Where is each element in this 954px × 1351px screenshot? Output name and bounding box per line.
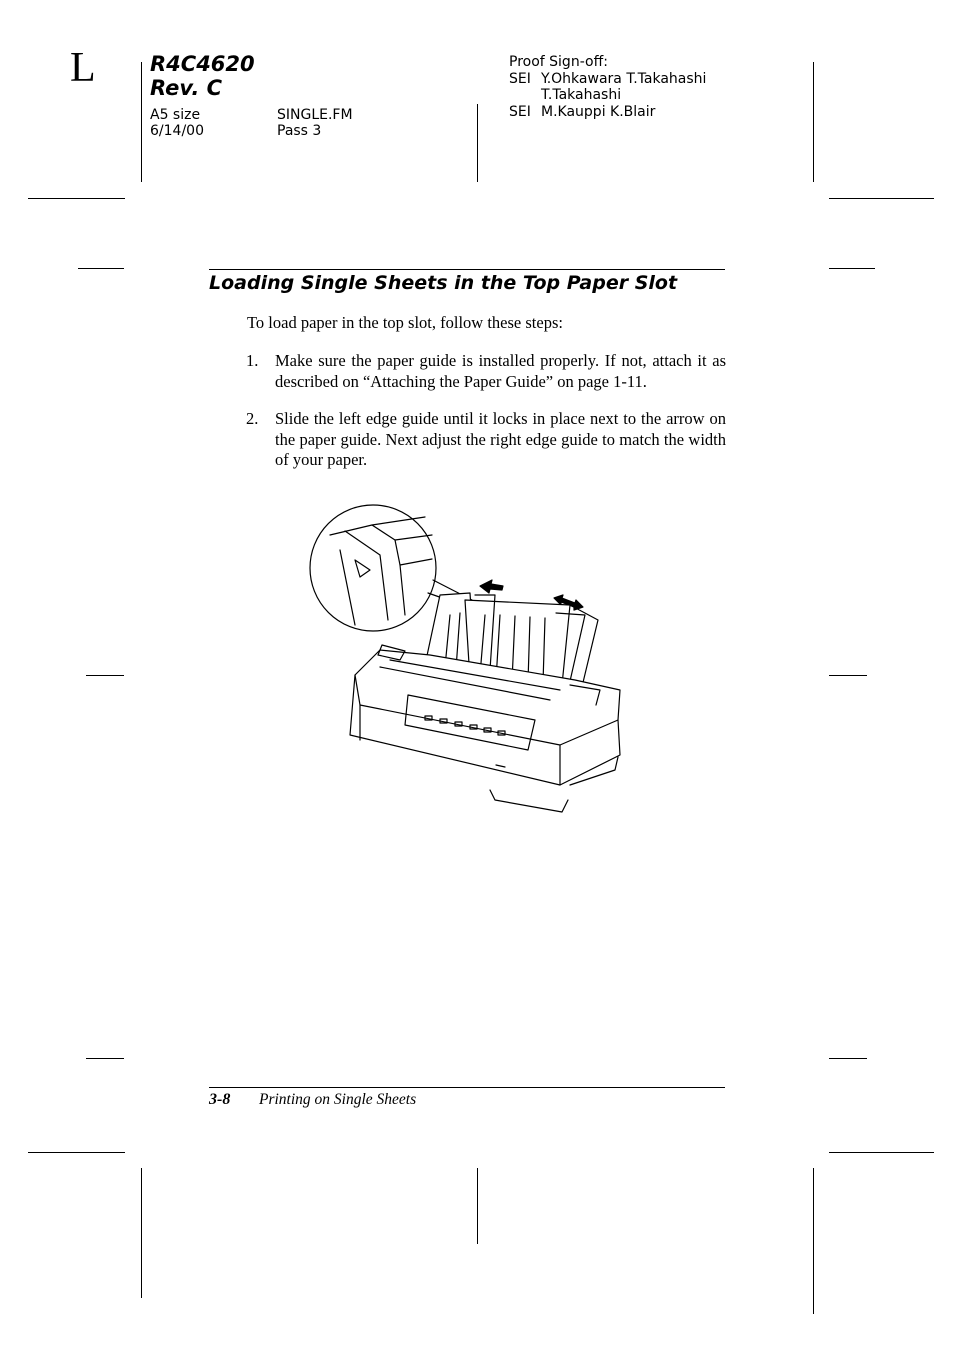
step-text: Slide the left edge guide until it locks in place next to the arrow on the paper guide. Next adjust the right edge guide to match the width of your paper. bbox=[275, 409, 726, 469]
crop-mark-top-right-horizontal bbox=[829, 198, 934, 199]
crop-mark-lower-right bbox=[829, 1058, 867, 1059]
crop-mark-top-center-vertical bbox=[477, 104, 478, 182]
crop-mark-bottom-left-horizontal bbox=[28, 1152, 125, 1153]
running-footer-title: Printing on Single Sheets bbox=[259, 1091, 417, 1108]
document-date: 6/14/00 bbox=[150, 123, 204, 139]
signoff-org: SEI bbox=[509, 71, 531, 87]
step-text: Make sure the paper guide is installed properly. If not, attach it as described on “Attaching the Paper Guide” on page 1-11. bbox=[275, 351, 726, 391]
page-number: 3-8 bbox=[209, 1091, 231, 1108]
section-title: Loading Single Sheets in the Top Paper Slot bbox=[209, 272, 678, 294]
revision-title bbox=[150, 52, 255, 100]
crop-mark-bottom-right-horizontal bbox=[829, 1152, 934, 1153]
step-number: 2. bbox=[246, 409, 259, 428]
revision-code: Rev. C bbox=[150, 76, 223, 100]
source-file: SINGLE.FM bbox=[277, 107, 353, 123]
step-number: 1. bbox=[246, 351, 259, 370]
intro-paragraph: To load paper in the top slot, follow these steps: bbox=[247, 313, 563, 332]
crop-mark-inner-top-left bbox=[78, 268, 124, 269]
signoff-names: Y.Ohkawara T.Takahashi bbox=[541, 71, 707, 87]
paper-size: A5 size bbox=[150, 107, 201, 123]
signoff-names: T.Takahashi bbox=[541, 87, 622, 103]
crop-mark-inner-top-right bbox=[829, 268, 875, 269]
crop-mark-bottom-right-vertical bbox=[813, 1168, 814, 1314]
crop-mark-top-left-horizontal bbox=[28, 198, 125, 199]
signoff-names: M.Kauppi K.Blair bbox=[541, 104, 656, 120]
printer-body bbox=[350, 645, 620, 812]
crop-mark-bottom-center-vertical bbox=[477, 1168, 478, 1244]
section-rule bbox=[209, 269, 725, 270]
model-code: R4C4620 bbox=[150, 52, 255, 76]
proof-signoff-label: Proof Sign-off: bbox=[509, 54, 608, 70]
crop-mark-top-right-vertical bbox=[813, 62, 814, 182]
signoff-org: SEI bbox=[509, 104, 531, 120]
crop-mark-top-left-vertical bbox=[141, 62, 142, 182]
crop-mark-mid-left bbox=[86, 675, 124, 676]
crop-mark-lower-left bbox=[86, 1058, 124, 1059]
step-1 bbox=[246, 351, 726, 392]
crop-mark-bottom-left-vertical bbox=[141, 1168, 142, 1298]
pass-number: Pass 3 bbox=[277, 123, 322, 139]
left-guide-arrow bbox=[480, 580, 503, 593]
step-2 bbox=[246, 409, 726, 471]
footer-rule bbox=[209, 1087, 725, 1088]
side-letter: L bbox=[70, 45, 96, 91]
crop-mark-mid-right bbox=[829, 675, 867, 676]
printer-illustration bbox=[300, 495, 630, 815]
